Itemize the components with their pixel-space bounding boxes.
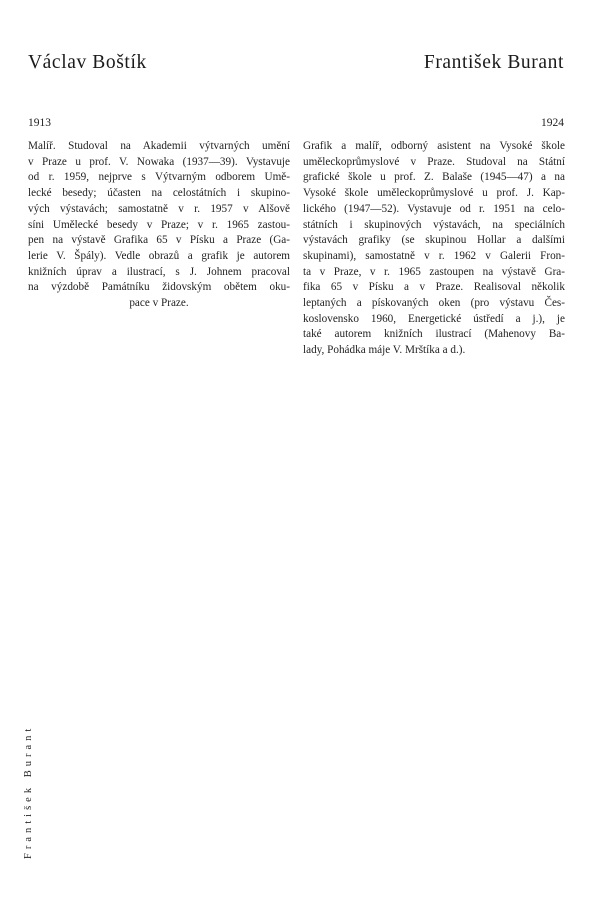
biography-line: lady, Pohádka máje V. Mrštíka a d.).: [303, 344, 466, 357]
biography-line: na výzdobě Památníku židovským obětem oku-: [28, 281, 290, 294]
biography-line: Vysoké škole uměleckoprůmyslové u prof. J. Kap-: [303, 187, 565, 200]
biography-line: fika 65 v Písku a v Praze. Realisoval několik: [303, 281, 565, 294]
birth-year-right: 1924: [541, 117, 564, 129]
biography-line: také autorem knižních ilustrací (Mahenovy Ba-: [303, 328, 565, 341]
biography-line: lerie V. Špály). Vedle obrazů a grafik je autorem: [28, 249, 290, 262]
biography-line: pace v Praze.: [129, 297, 189, 310]
biography-line: Malíř. Studoval na Akademii výtvarných umění: [28, 140, 290, 152]
biography-line: uměleckoprůmyslové v Praze. Studoval na Státní: [303, 155, 565, 168]
birth-year-left: 1913: [28, 117, 51, 129]
biography-line: leptaných a pískovaných oken (pro výstavu Čes-: [303, 297, 565, 310]
biography-line: od r. 1959, nejprve s Výtvarným odborem Umě-: [28, 171, 290, 184]
biography-right: [303, 139, 565, 359]
artist-name-right: František Burant: [423, 52, 564, 73]
biography-line: ta v Praze, v r. 1965 zastoupen na výstavě Gra-: [303, 265, 565, 278]
biography-line: Grafik a malíř, odborný asistent na Vysoké škole: [303, 140, 565, 152]
biography-line: knižních úprav a ilustrací, s J. Johnem pracoval: [28, 265, 290, 278]
artist-name-left: Václav Boštík: [28, 52, 147, 73]
spine-caption: [23, 724, 37, 865]
biography-line: lecké besedy; účasten na celostátních i skupino-: [28, 187, 290, 200]
biography-line: státních i skupinových výstavách, na speciálních: [303, 218, 565, 231]
biography-line: síni Umělecké besedy v Praze; v r. 1965 zastou-: [28, 218, 290, 231]
biography-line: pen na výstavě Grafika 65 v Písku a Praze (Ga-: [28, 234, 290, 247]
biography-left: [28, 139, 290, 312]
spine-caption-text: František Burant: [23, 724, 34, 859]
biography-line: vých výstavách; samostatně v r. 1957 v Alšově: [28, 202, 290, 215]
biography-line: lického (1947—52). Vystavuje od r. 1951 na celo-: [303, 202, 565, 215]
biography-line: výstavách grafiky (se skupinou Hollar a dalšími: [303, 234, 565, 247]
biography-line: skupinami), samostatně v r. 1962 v Galerii Fron-: [303, 249, 565, 262]
biography-line: grafické škole u prof. Z. Balaše (1945—47) a na: [303, 171, 565, 184]
biography-line: v Praze u prof. V. Nowaka (1937—39). Vystavuje: [28, 155, 290, 168]
biography-line: koslovensko 1960, Energetické ústředí a j.), je: [303, 312, 565, 325]
